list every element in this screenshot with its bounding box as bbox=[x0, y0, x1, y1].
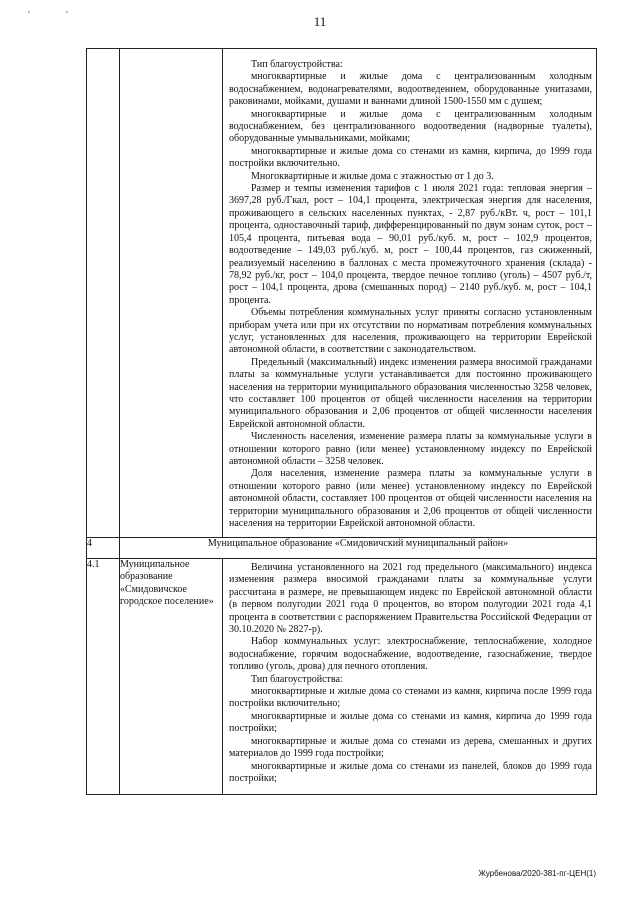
scan-mark: ' bbox=[28, 10, 30, 21]
section-title: Муниципальное образование «Смидовичский муниципальный район» bbox=[120, 538, 597, 559]
paragraph: Набор коммунальных услуг: электроснабжение, теплоснабжение, холодное водоснабжение, горячим водоснабжение, водоотведение, газоснабжение, твердое топливо (уголь, дрова) для печного отопления. bbox=[229, 636, 592, 673]
table-row bbox=[87, 559, 597, 795]
document-footer: Журбенова/2020-381-пг-ЦЕН(1) bbox=[478, 869, 596, 878]
paragraph: многоквартирные и жилые дома со стенами из дерева, смешанных и других материалов до 1999 года постройки; bbox=[229, 735, 592, 760]
scan-mark: ' bbox=[66, 10, 68, 21]
municipality-name: Муниципальное образование «Смидовичское городское поселение» bbox=[120, 559, 223, 795]
paragraph: Доля населения, изменение размера платы за коммунальные услуги в отношении которого равно (или менее) установленному индексу по Еврейской автономной области, составляет 100 процентов от общей численности населения на территории муниципального образования и 2,06 процентов от общей численности населения на территории Еврейской автономной области. bbox=[229, 468, 592, 530]
cell-content bbox=[223, 49, 597, 538]
page-number: 11 bbox=[313, 14, 327, 29]
paragraph: Предельный (максимальный) индекс изменения размера вносимой гражданами платы за коммунальные услуги устанавливается для постоянно проживающего населения на территории муниципального образования численностью 3258 человек, что составляет 100 процентов от общей численности населения на территории муниципального образования и 2,06 процентов от общей численности населения Еврейской автономной области. bbox=[229, 356, 592, 430]
paragraph: Численность населения, изменение размера платы за коммунальные услуги в отношении которого равно (или менее) установленному индексу по Еврейской автономной области – 3258 человек. bbox=[229, 431, 592, 467]
table-row bbox=[87, 49, 597, 538]
paragraph: Величина установленного на 2021 год предельного (максимального) индекса изменения размера вносимой гражданами платы за коммунальные услуги рассчитана в размере, не превышающем индекс по Еврейской автономной области (в первом полугодии 2021 года 0 процентов, во втором полугодии 2021 года 4,1 процента в соответствии с распоряжением Правительства Российской Федерации от 30.10.2020 № 2827-р). bbox=[229, 562, 592, 636]
section-row bbox=[87, 538, 597, 559]
paragraph: Объемы потребления коммунальных услуг приняты согласно установленным приборам учета или при их отсутствии по нормативам потребления коммунальных услуг, установленных для населения, проживающего на территории Еврейской автономной области, в соответствии с законодательством. bbox=[229, 307, 592, 356]
paragraph: многоквартирные и жилые дома со стенами из панелей, блоков до 1999 года постройки; bbox=[229, 760, 592, 784]
paragraph: многоквартирные и жилые дома со стенами из камня, кирпича после 1999 года постройки включительно; bbox=[229, 686, 592, 710]
paragraph: Тип благоустройства: bbox=[251, 673, 343, 685]
paragraph: Тип благоустройства: bbox=[251, 59, 343, 70]
document-table bbox=[86, 48, 597, 795]
paragraph: Размер и темпы изменения тарифов с 1 июля 2021 года: тепловая энергия – 3697,28 руб./Гкал, рост – 104,1 процента, электрическая энергия для населения, проживающего в сельских населенных пунктах, - 2,87 руб./кВт. ч, рост – 101,1 процента, одноставочный тариф, дифференцированный по двум зонам суток, рост – 105,4 процента, питьевая вода – 90,01 руб./куб. м, рост – 102,9 процентов, водоотведение – 149,03 руб./куб. м, рост – 100,44 процентов, газ сжиженный, реализуемый населению в баллонах с места промежуточного хранения (склада) - 78,92 руб./кг, рост – 104,0 процента, твердое печное топливо (уголь) – 4507 руб./т, рост – 104,1 процента, дрова (смешанных пород) – 2140 руб./куб. м, рост – 104,1 процента. bbox=[229, 183, 592, 306]
section-number: 4 bbox=[87, 538, 120, 559]
paragraph: многоквартирные и жилые дома с централизованным холодным водоснабжением, без централизованного водоотведения (надворные туалеты), оборудованные умывальниками, мойками; bbox=[229, 108, 592, 145]
cell-content bbox=[223, 559, 597, 795]
paragraph: многоквартирные и жилые дома со стенами из камня, кирпича, до 1999 года постройки включительно. bbox=[229, 145, 592, 170]
cell-number bbox=[87, 49, 120, 538]
cell-municipality bbox=[120, 49, 223, 538]
paragraph: многоквартирные и жилые дома со стенами из камня, кирпича до 1999 года постройки; bbox=[229, 710, 592, 735]
paragraph: многоквартирные и жилые дома с централизованным холодным водоснабжением, водонагревателями, водоотведением, оборудованные унитазами, раковинами, мойками, душами и ваннами длиной 1500-1550 мм с душем; bbox=[229, 71, 592, 108]
paragraph: Многоквартирные и жилые дома с этажностью от 1 до 3. bbox=[251, 170, 494, 182]
row-number: 4.1 bbox=[87, 559, 120, 795]
